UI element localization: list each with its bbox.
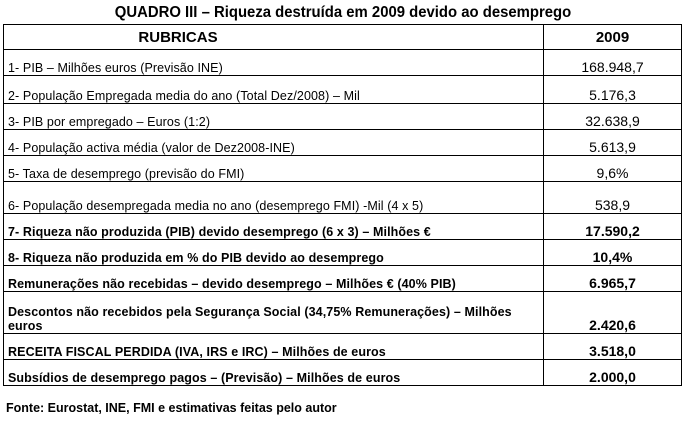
row-value: 168.948,7 bbox=[544, 50, 682, 76]
row-value: 2.000,0 bbox=[544, 360, 682, 386]
row-value: 538,9 bbox=[544, 182, 682, 214]
row-label: Descontos não recebidos pela Segurança Social (34,75% Remunerações) – Milhões euros bbox=[4, 292, 544, 334]
table-row bbox=[4, 214, 682, 240]
table-row bbox=[4, 182, 682, 214]
row-label: 5- Taxa de desemprego (previsão do FMI) bbox=[4, 156, 544, 182]
table-header-row bbox=[4, 25, 682, 50]
row-label: 3- PIB por empregado – Euros (1:2) bbox=[4, 104, 544, 130]
table-row bbox=[4, 292, 682, 334]
quadro-table bbox=[3, 24, 682, 386]
row-value: 5.176,3 bbox=[544, 76, 682, 104]
row-value: 32.638,9 bbox=[544, 104, 682, 130]
row-value: 3.518,0 bbox=[544, 334, 682, 360]
header-rubricas: RUBRICAS bbox=[4, 25, 544, 50]
table-row bbox=[4, 266, 682, 292]
row-label: 2- População Empregada media do ano (Total Dez/2008) – Mil bbox=[4, 76, 544, 104]
table-row bbox=[4, 130, 682, 156]
row-value: 17.590,2 bbox=[544, 214, 682, 240]
table-row bbox=[4, 360, 682, 386]
source-note: Fonte: Eurostat, INE, FMI e estimativas feitas pelo autor bbox=[6, 401, 337, 415]
table-row bbox=[4, 104, 682, 130]
table-row bbox=[4, 334, 682, 360]
table-row bbox=[4, 156, 682, 182]
table-row bbox=[4, 76, 682, 104]
row-value: 10,4% bbox=[544, 240, 682, 266]
table-row bbox=[4, 240, 682, 266]
row-label: 1- PIB – Milhões euros (Previsão INE) bbox=[4, 50, 544, 76]
row-value: 5.613,9 bbox=[544, 130, 682, 156]
row-label: 8- Riqueza não produzida em % do PIB devido ao desemprego bbox=[4, 240, 544, 266]
table-title: QUADRO III – Riqueza destruída em 2009 devido ao desemprego bbox=[114, 4, 572, 21]
header-year: 2009 bbox=[544, 25, 682, 50]
row-value: 2.420,6 bbox=[544, 292, 682, 334]
row-value: 6.965,7 bbox=[544, 266, 682, 292]
row-label: 6- População desempregada media no ano (desemprego FMI) -Mil (4 x 5) bbox=[4, 182, 544, 214]
row-value: 9,6% bbox=[544, 156, 682, 182]
table-row bbox=[4, 50, 682, 76]
row-label: Subsídios de desemprego pagos – (Previsão) – Milhões de euros bbox=[4, 360, 544, 386]
row-label: 4- População activa média (valor de Dez2008-INE) bbox=[4, 130, 544, 156]
row-label: 7- Riqueza não produzida (PIB) devido desemprego (6 x 3) – Milhões € bbox=[4, 214, 544, 240]
row-label: Remunerações não recebidas – devido desemprego – Milhões € (40% PIB) bbox=[4, 266, 544, 292]
row-label: RECEITA FISCAL PERDIDA (IVA, IRS e IRC) – Milhões de euros bbox=[4, 334, 544, 360]
